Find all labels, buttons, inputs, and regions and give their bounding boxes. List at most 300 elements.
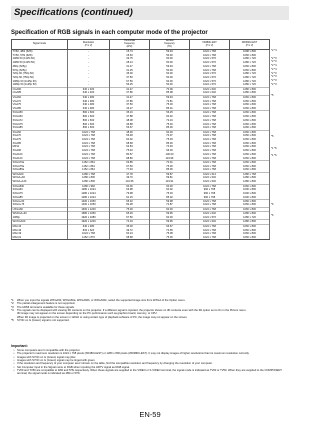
table-cell: 1600 x 1200 <box>68 207 110 211</box>
table-cell: 1024 x 768 <box>190 207 230 211</box>
table-cell: 1024 x 768 <box>190 134 230 138</box>
table-cell: 50.00 <box>150 53 190 57</box>
table-cell: 75.40 <box>110 149 150 153</box>
table-cell: 49.70 <box>110 176 150 180</box>
table-cell: 1066 x 800 <box>230 53 270 57</box>
table-cell: 1152 x 864 <box>68 168 110 172</box>
table-cell: 74.93 <box>150 145 190 149</box>
important-title: Important: <box>11 344 28 348</box>
table-cell: 56.48 <box>110 134 150 138</box>
table-cell: 1066 x 800 <box>230 95 270 99</box>
table-cell: 960 x 768 <box>190 196 230 200</box>
page-number: EN-59 <box>139 410 161 419</box>
table-cell: 1066 x 800 <box>230 107 270 111</box>
table-cell: 53.67 <box>110 126 150 130</box>
table-cell: 80.57 <box>110 153 150 157</box>
table-cell: 50.00 <box>150 83 190 87</box>
table-cell: 60.32 <box>150 115 190 119</box>
table-cell: 1024 x 768 <box>68 149 110 153</box>
table-cell: CGA60 <box>12 87 68 91</box>
bullet-icon: • <box>13 349 15 352</box>
footnote-mark: *5 <box>271 94 274 97</box>
table-cell: 640 x 480 <box>68 99 110 103</box>
table-cell: 1024 x 768 <box>68 134 110 138</box>
table-cell: 31.47 <box>110 87 150 91</box>
table-cell: 37.50 <box>110 76 150 80</box>
table-cell: 1024 x 640 <box>190 212 230 216</box>
table-cell: MAC16 <box>12 228 68 232</box>
table-cell: SVGA72 <box>12 119 68 123</box>
table-cell: 1280 x 720 <box>230 72 270 76</box>
table-cell: 37.86 <box>110 91 150 95</box>
table-cell: 46.88 <box>110 122 150 126</box>
table-cell: 1080p 60 (1125p 60) <box>12 80 68 84</box>
table-cell: 1066 x 800 <box>230 157 270 161</box>
table-cell: 59.94 <box>150 95 190 99</box>
table-cell: 1024 x 640 <box>190 176 230 180</box>
table-cell: 1024 x 768 <box>190 236 230 240</box>
table-cell: 75.03 <box>150 192 190 196</box>
table-cell: SXGA60 <box>12 188 68 192</box>
table-cell: 1280 x 800 <box>230 180 270 184</box>
footnote-label: *4: <box>11 309 15 313</box>
important-list <box>11 349 291 376</box>
table-cell: 1024 x 768 <box>68 153 110 157</box>
table-cell: 100.00 <box>150 153 190 157</box>
table-cell: SXGA85a <box>12 168 68 172</box>
table-cell: VGA85 <box>12 107 68 111</box>
table-cell: 72.19 <box>150 119 190 123</box>
table-cell: SXGA85 <box>12 196 68 200</box>
table-cell: 1280 x 960 <box>68 184 110 188</box>
table-cell: 85.08 <box>150 91 190 95</box>
table-cell: 1024 x 576 <box>190 76 230 80</box>
table-cell: MAC13 <box>12 224 68 228</box>
table-cell: 1152 x 870 <box>68 236 110 240</box>
table-cell: - <box>68 72 110 76</box>
table-cell: 35.16 <box>110 111 150 115</box>
table-cell: 59.87 <box>150 172 190 176</box>
table-cell: 1066 x 800 <box>230 168 270 172</box>
table-cell: 63.98 <box>110 188 150 192</box>
footnote-mark: *2 *4 <box>271 67 277 71</box>
table-cell: 1280 x 720 <box>230 76 270 80</box>
table-cell: 15.63 <box>110 53 150 57</box>
table-cell: 1024 x 576 <box>190 57 230 61</box>
table-cell: 640 x 400 <box>68 91 110 95</box>
table-cell: 1080p 50 (1125p 50) <box>12 83 68 87</box>
table-cell: 640 x 480 <box>68 103 110 107</box>
table-cell: 62.84 <box>110 145 150 149</box>
table-cell: 1280 x 720 <box>230 57 270 61</box>
table-cell: 75.00 <box>150 122 190 126</box>
table-cell: - <box>68 53 110 57</box>
table-cell: 56.25 <box>110 83 150 87</box>
table-cell: 1024 x 768 <box>68 138 110 142</box>
table-cell: 85.06 <box>150 126 190 130</box>
table-cell: - <box>68 57 110 61</box>
table-cell: 1024 x 768 <box>190 130 230 134</box>
table-cell: 59.94 <box>150 50 190 54</box>
table-cell: 60.00 <box>150 72 190 76</box>
table-cell: - <box>68 50 110 54</box>
table-cell: 1024 x 768 <box>190 99 230 103</box>
table-cell: XGA60 <box>12 130 68 134</box>
table-cell: SXGA75 <box>12 192 68 196</box>
table-cell: 82.28 <box>110 203 150 207</box>
table-cell: 1400 x 1050 <box>68 200 110 204</box>
list-item-text: The projector's maximum resolution is 1024 x 768 pixels (XD380U-EST) or 1280 x 800 pixels (WD380U-EST). It may not display images of higher resolutions than its maximum resolution correctly. <box>17 352 250 356</box>
footnote-label: *5: <box>11 319 15 323</box>
table-cell: TV60, 480i (525i) <box>12 50 68 54</box>
table-cell: 60.24 <box>110 232 150 236</box>
table-cell: 50.00 <box>150 68 190 72</box>
table-cell: 59.94 <box>150 65 190 69</box>
footnote-mark: *2 *4 <box>271 64 277 67</box>
table-cell: 1066 x 800 <box>230 68 270 72</box>
table-cell: VGA72 <box>12 99 68 103</box>
table-cell: 75.00 <box>150 103 190 107</box>
table-cell: 640 x 480 <box>68 107 110 111</box>
table-cell: 1066 x 800 <box>230 65 270 69</box>
table-cell: XGA75 <box>12 138 68 142</box>
table-cell: WXGA+120 <box>12 180 68 184</box>
table-cell: 1066 x 800 <box>230 142 270 146</box>
col-header-wd380u-est: WD380U-EST (H x V) <box>230 40 270 50</box>
table-cell: UXGA60 <box>12 207 68 211</box>
table-cell: 50.00 <box>150 76 190 80</box>
table-cell: 85.06 <box>150 168 190 172</box>
table-cell: SVGA60 <box>12 115 68 119</box>
table-cell: 35.00 <box>110 224 150 228</box>
table-cell: 1280 x 768 <box>230 172 270 176</box>
table-cell: 33.75 <box>110 57 150 61</box>
table-cell: 15.73 <box>110 50 150 54</box>
footnote-mark: *1 *6 <box>271 146 277 150</box>
table-cell: - <box>68 65 110 69</box>
bullet-icon: • <box>13 362 15 366</box>
table-cell: 75.00 <box>150 165 190 169</box>
table-cell: 56.25 <box>150 111 190 115</box>
table-cell: 1024 x 768 <box>68 232 110 236</box>
table-cell: 60.00 <box>150 130 190 134</box>
table-cell: 1066 x 800 <box>230 145 270 149</box>
bullet-icon: • <box>13 359 15 363</box>
table-cell: 1920 x 1200 <box>68 220 110 224</box>
table-cell: 1024 x 768 <box>190 153 230 157</box>
table-cell: 85.01 <box>150 107 190 111</box>
table-cell: 68.68 <box>110 236 150 240</box>
table-cell: XGA70 <box>12 134 68 138</box>
table-cell: - <box>68 61 110 65</box>
table-cell: SVGA85 <box>12 126 68 130</box>
footnote-mark: *2 *3 <box>271 75 277 79</box>
table-cell: 1000 x 800 <box>230 188 270 192</box>
table-cell: 60.02 <box>110 138 150 142</box>
footnote-text: SYNC on G (Green) signal is not supported. <box>17 319 70 323</box>
table-cell: 1280 x 720 <box>230 61 270 65</box>
list-item-text: Set Computer input in the Signal menu to RGB when inputting the HDTV signal as RGB signal. <box>17 365 130 369</box>
table-cell: 1024 x 576 <box>190 61 230 65</box>
table-cell: 70.09 <box>150 87 190 91</box>
table-cell: 1280 x 800 <box>230 212 270 216</box>
table-cell: 1080i 50 (1125i 50) <box>12 61 68 65</box>
table-cell: 1066 x 800 <box>230 103 270 107</box>
table-cell: 1066 x 800 <box>230 184 270 188</box>
table-cell: 60.00 <box>150 80 190 84</box>
table-cell: 75.08 <box>150 232 190 236</box>
table-cell: 1024 x 768 <box>68 130 110 134</box>
table-cell: 60.00 <box>150 57 190 61</box>
table-cell: 1280 x 800 <box>230 176 270 180</box>
table-cell: 75.06 <box>150 236 190 240</box>
bullet-icon: • <box>13 369 15 373</box>
table-cell: 48.36 <box>110 130 150 134</box>
table-cell: 1000 x 800 <box>230 196 270 200</box>
table-cell: 1080p <box>12 216 68 220</box>
table-cell: 1280 x 720 <box>230 83 270 87</box>
table-cell: 119.91 <box>150 180 190 184</box>
table-cell: 66.67 <box>150 224 190 228</box>
footnote-mark: *1 *6 <box>271 154 277 157</box>
table-cell: 1024 x 768 <box>190 224 230 228</box>
table-cell: 1280 x 800 <box>230 220 270 224</box>
table-cell: 63.85 <box>110 161 150 165</box>
table-cell: 1024 x 768 <box>190 157 230 161</box>
table-cell: 1024 x 768 <box>190 68 230 72</box>
table-cell: 1024 x 768 <box>190 228 230 232</box>
footnote-mark: *2 *3 <box>271 82 277 86</box>
table-cell: 1024 x 576 <box>190 83 230 87</box>
footnote-label: *2: <box>11 302 15 306</box>
table-cell: 60.00 <box>150 184 190 188</box>
table-cell: 98.80 <box>110 157 150 161</box>
footnote-item <box>11 319 291 322</box>
table-header-row <box>12 40 270 50</box>
table-cell: 50.00 <box>150 61 190 65</box>
table-cell: 1066 x 800 <box>230 138 270 142</box>
table-cell: 1024 x 768 <box>190 50 230 54</box>
table-cell: 85.00 <box>150 142 190 146</box>
table-cell: 79.98 <box>110 192 150 196</box>
table-cell: 37.50 <box>110 103 150 107</box>
col-header-horizontal-frequency: Horizontal frequency (kHz) <box>110 40 150 50</box>
table-cell: 960 x 768 <box>190 188 230 192</box>
table-cell: 1280 x 1024 <box>68 188 110 192</box>
table-cell: XGA85 <box>12 142 68 146</box>
table-cell: 75.03 <box>150 138 190 142</box>
table-cell: 1066 x 800 <box>230 99 270 103</box>
table-cell: 1066 x 800 <box>230 119 270 123</box>
table-cell: 1024 x 576 <box>190 216 230 220</box>
footnote-text: The HDMI terminal is available for these signals. <box>17 305 75 309</box>
table-cell: 119.99 <box>150 157 190 161</box>
page-header-title: Specifications (continued) <box>14 7 133 18</box>
table-cell: 60.00 <box>110 184 150 188</box>
bullet-icon: • <box>13 352 15 356</box>
table-cell: 1024 x 576 <box>190 80 230 84</box>
table-cell: 85.02 <box>150 196 190 200</box>
table-cell: WUXGA60 <box>12 220 68 224</box>
table-cell: 1066 x 800 <box>230 165 270 169</box>
table-cell: 640 x 480 <box>68 224 110 228</box>
table-cell: 74.04 <box>110 220 150 224</box>
table-cell: 1066 x 800 <box>230 161 270 165</box>
table-cell: 1066 x 800 <box>230 228 270 232</box>
table-cell: 960 x 768 <box>190 192 230 196</box>
table-cell: 1024 x 768 <box>190 149 230 153</box>
list-item-text: If the resolution and frequency of your computer aren't shown on the table, find the compatible resolution and frequency by changing the resolution of your computer. <box>17 362 213 366</box>
table-cell: 480p (525p) <box>12 65 68 69</box>
table-cell: 48.08 <box>110 119 150 123</box>
table-cell: 1024 x 768 <box>190 232 230 236</box>
list-item <box>11 369 291 376</box>
table-cell: 37.86 <box>110 99 150 103</box>
table-cell: 1098 x 800 <box>230 50 270 54</box>
table-cell: 1066 x 800 <box>230 203 270 207</box>
table-cell: WSXGA+60 <box>12 212 68 216</box>
table-cell: 1066 x 800 <box>230 224 270 228</box>
table-cell: 1280 x 768 <box>68 172 110 176</box>
table-cell: 96.00 <box>150 149 190 153</box>
table-cell: 1024 x 640 <box>190 180 230 184</box>
table-cell: 1024 x 768 <box>190 126 230 130</box>
table-cell: 640 x 480 <box>68 95 110 99</box>
table-cell: - <box>68 80 110 84</box>
table-cell: WXGA60 <box>12 172 68 176</box>
table-cell: 1280 x 1024 <box>68 196 110 200</box>
footnote-mark: *5 <box>271 135 274 139</box>
table-cell: 1066 x 800 <box>230 207 270 211</box>
table-cell: 1066 x 800 <box>230 122 270 126</box>
table-cell: 45.00 <box>110 72 150 76</box>
table-cell: 1024 x 768 <box>190 122 230 126</box>
table-cell: 576p (625p) <box>12 68 68 72</box>
table-cell: 65.29 <box>110 212 150 216</box>
table-cell: 1066 x 800 <box>230 200 270 204</box>
table-cell: 65.32 <box>110 200 150 204</box>
table-cell: XGA100 <box>12 153 68 157</box>
table-cell: - <box>68 68 110 72</box>
table-cell: WXGA+60 <box>12 176 68 180</box>
table-cell: MAC21 <box>12 236 68 240</box>
table-cell: 1400 x 1050 <box>68 203 110 207</box>
table-cell: 59.98 <box>150 200 190 204</box>
table-cell: 1024 x 768 <box>190 111 230 115</box>
table-cell: 1024 x 768 <box>190 53 230 57</box>
table-cell: 67.50 <box>110 216 150 220</box>
table-cell: 43.27 <box>110 107 150 111</box>
table-cell: 1066 x 800 <box>230 115 270 119</box>
table-cell: 28.13 <box>110 61 150 65</box>
table-cell: 1280 x 720 <box>230 80 270 84</box>
table-cell: 800 x 600 <box>68 126 110 130</box>
table-cell: 68.68 <box>110 142 150 146</box>
table-cell: 1080i 60 (1125i 60) <box>12 57 68 61</box>
table-cell: 70.07 <box>150 134 190 138</box>
table-cell: 47.78 <box>110 172 150 176</box>
table-cell: 67.50 <box>110 165 150 169</box>
table-cell: 1024 x 768 <box>190 95 230 99</box>
table-cell: 1024 x 768 <box>190 138 230 142</box>
table-cell: 1024 x 768 <box>190 161 230 165</box>
table-cell: 1024 x 640 <box>190 91 230 95</box>
table-cell: 74.87 <box>150 203 190 207</box>
table-cell: 1280 x 800 <box>230 91 270 95</box>
table-cell: XGA96 <box>12 149 68 153</box>
footnote-label: *1: <box>11 299 15 302</box>
table-cell: 75.00 <box>110 207 150 211</box>
page-header-band <box>11 6 289 20</box>
list-item-text: TV60 and TV50 are compatible to 480i and 576i respectively. When these signals are supplied to the VIDEO or S-VIDEO terminal, the signal mode is indicated as TV60 or TV50. When they are supplied to the COMPONENT terminal, the signal mode is indicated as 480i or 576i. <box>17 369 282 376</box>
list-item-text: Images with SYNC on G (Green) signal may jitter. <box>17 355 77 359</box>
table-cell: 1280 x 800 <box>230 87 270 91</box>
table-cell: 1024 x 768 <box>190 119 230 123</box>
table-cell: MP11 <box>12 145 68 149</box>
table-cell: 1024 x 768 <box>190 145 230 149</box>
table-cell: 1000 x 800 <box>230 192 270 196</box>
table-cell: 59.95 <box>150 220 190 224</box>
footnote-text: When 3D image is projected on the screen in 120Hz or using certain type of playback software of PC, the image may not appear on the screen. <box>17 315 188 319</box>
table-cell: 800 x 600 <box>68 119 110 123</box>
table-cell: 1152 x 864 <box>68 161 110 165</box>
table-cell: 1024 x 768 <box>190 200 230 204</box>
table-cell: 1024 x 640 <box>190 87 230 91</box>
footnote-mark: *2 *3 <box>271 71 277 75</box>
footnote-mark: *2 *4 <box>271 49 277 52</box>
table-cell: 1024 x 768 <box>68 145 110 149</box>
table-cell: 1024 x 768 <box>190 168 230 172</box>
col-header-signal-mode: Signal mode <box>12 40 68 50</box>
table-cell: 800 x 600 <box>68 115 110 119</box>
table-cell: 1024 x 768 <box>190 65 230 69</box>
table-cell: 720p 50 (750p 50) <box>12 76 68 80</box>
table-cell: 1024 x 768 <box>190 107 230 111</box>
bullet-icon: • <box>13 365 15 369</box>
table-cell: XGA120 <box>12 157 68 161</box>
table-cell: 1024 x 768 <box>190 184 230 188</box>
table-cell: SVGA75 <box>12 122 68 126</box>
table-cell: MAC19 <box>12 232 68 236</box>
table-cell: 101.56 <box>110 180 150 184</box>
table-cell: 1024 x 768 <box>190 115 230 119</box>
col-header-xd380u-est: XD380U-EST (H x V) <box>190 40 230 50</box>
table-cell: 60.02 <box>150 188 190 192</box>
table-cell: 640 x 400 <box>68 87 110 91</box>
section-title: Specification of RGB signals in each computer mode of the projector <box>11 30 208 36</box>
table-cell: 1024 x 768 <box>68 142 110 146</box>
table-cell: SXGA75a <box>12 165 68 169</box>
table-cell: 74.55 <box>150 228 190 232</box>
table-cell: 1680 x 1050 <box>68 212 110 216</box>
table-cell: SXGA70a <box>12 161 68 165</box>
table-cell: 1280 x 800 <box>68 176 110 180</box>
table-cell: SXGA+60 <box>12 200 68 204</box>
table-cell: 1152 x 864 <box>68 165 110 169</box>
table-cell: 31.47 <box>110 95 150 99</box>
table-cell: 59.81 <box>150 176 190 180</box>
table-cell: 1066 x 800 <box>230 126 270 130</box>
table-cell: 1024 x 576 <box>190 72 230 76</box>
footnote-text: The signals can be displayed with viewing 3D contents on the projector. If a different signal is inputted, the projector shows no 3D contents even with the 3D option set to On in the Picture menu. <box>17 309 247 313</box>
bullet-icon: • <box>13 355 15 359</box>
table-cell: 832 x 624 <box>68 228 110 232</box>
table-cell: 1024 x 640 <box>190 220 230 224</box>
footnote-label: *3: <box>11 305 15 309</box>
table-cell: 60.00 <box>150 216 190 220</box>
list-item-text: Images with SYNC on G (Green) signal may be tinged with green. <box>17 359 96 363</box>
table-body <box>12 50 270 240</box>
